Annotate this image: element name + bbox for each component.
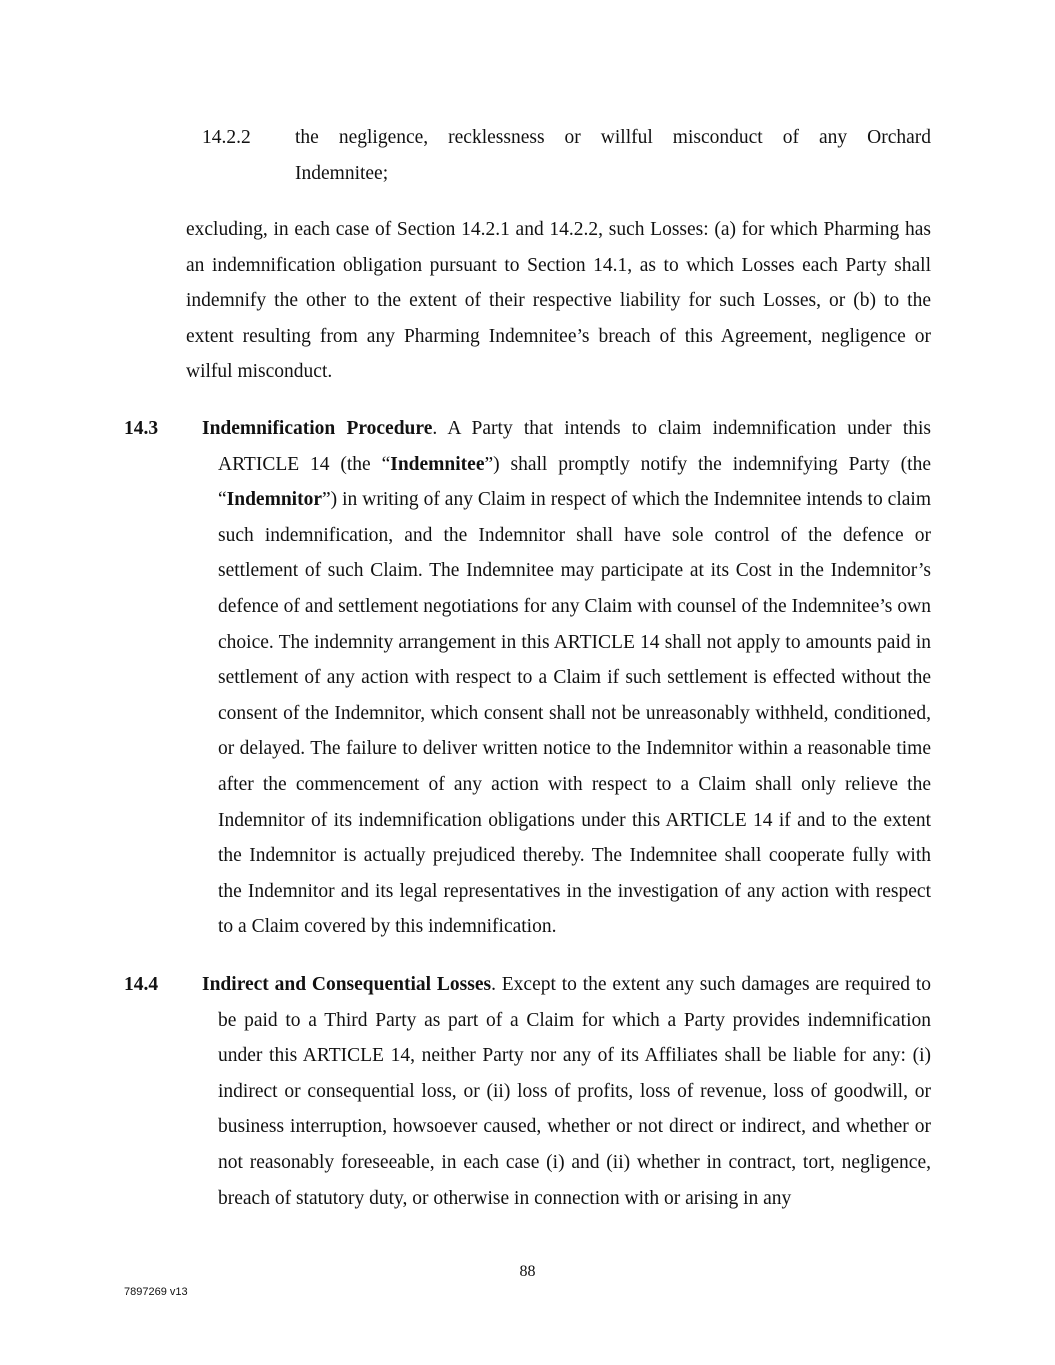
page-number: 88 <box>519 1263 536 1280</box>
section-text: . Except to the extent any such damages are required to be paid to a Third Party as part of a Claim for which a Party provides indemnification under this ARTICLE 14, neither Party nor any of its Affiliates shall be liable for any: (i) indirect or consequential loss, or (ii) loss of profits, loss of revenue, loss of goodwill, or business interruption, howsoever caused, whether or not direct or indirect, and whether or not reasonably foreseeable, in each case (i) and (ii) whether in contract, tort, negligence, breach of statutory duty, or otherwise in connection with or arising in any <box>218 974 931 1209</box>
section-number: 14.4 <box>124 974 159 995</box>
section-heading: Indemnification Procedure <box>202 418 433 439</box>
section-heading: Indirect and Consequential Losses <box>202 974 492 995</box>
section-text: ”) shall promptly notify the indemnifying Party (the “ <box>218 453 931 511</box>
section-body <box>202 967 931 1216</box>
section-body <box>202 411 931 945</box>
clause-text-line: Indemnitee; <box>295 163 389 184</box>
defined-term: Indemnitor <box>226 489 322 511</box>
section-text: ”) in writing of any Claim in respect of which the Indemnitee intends to claim such indemnification, and the Indemnitor shall have sole control of the defence or settlement of such Claim. The Indemnitee may participate at its Cost in the Indemnitor’s defence of and settlement negotiations for any Claim with counsel of the Indemnitee’s own choice. The indemnity arrangement in this ARTICLE 14 shall not apply to amounts paid in settlement of any action with respect to a Claim if such settlement is effected without the consent of the Indemnitor, which consent shall not be unreasonably withheld, conditioned, or delayed. The failure to deliver written notice to the Indemnitor within a reasonable time after the commencement of any action with respect to a Claim shall only relieve the Indemnitor of its indemnification obligations under this ARTICLE 14 if and to the extent the Indemnitor is actually prejudiced thereby. The Indemnitee shall cooperate fully with the Indemnitor and its legal representatives in the investigation of any action with respect to a Claim covered by this indemnification. <box>218 489 931 938</box>
clause-number: 14.2.2 <box>202 127 251 148</box>
clause-text-line: the negligence, recklessness or willful misconduct of any Orchard <box>295 127 931 148</box>
section-14-4 <box>124 967 931 1216</box>
document-id: 7897269 v13 <box>124 1286 188 1298</box>
section-text: . A Party that intends to claim indemnification under this ARTICLE 14 (the “ <box>218 418 932 475</box>
section-number: 14.3 <box>124 418 159 439</box>
clause-14-2-2 <box>202 120 931 192</box>
clause-text <box>295 120 931 192</box>
section-14-3 <box>124 411 931 945</box>
defined-term: Indemnitee <box>390 453 485 475</box>
excluding-paragraph: excluding, in each case of Section 14.2.1 and 14.2.2, such Losses: (a) for which Pharming has an indemnification obligation pursuant to Section 14.1, as to which Losses each Party shall indemnify the other to the extent of their respective liability for such Losses, or (b) to the extent resulting from any Pharming Indemnitee’s breach of this Agreement, negligence or wilful misconduct. <box>186 219 931 382</box>
